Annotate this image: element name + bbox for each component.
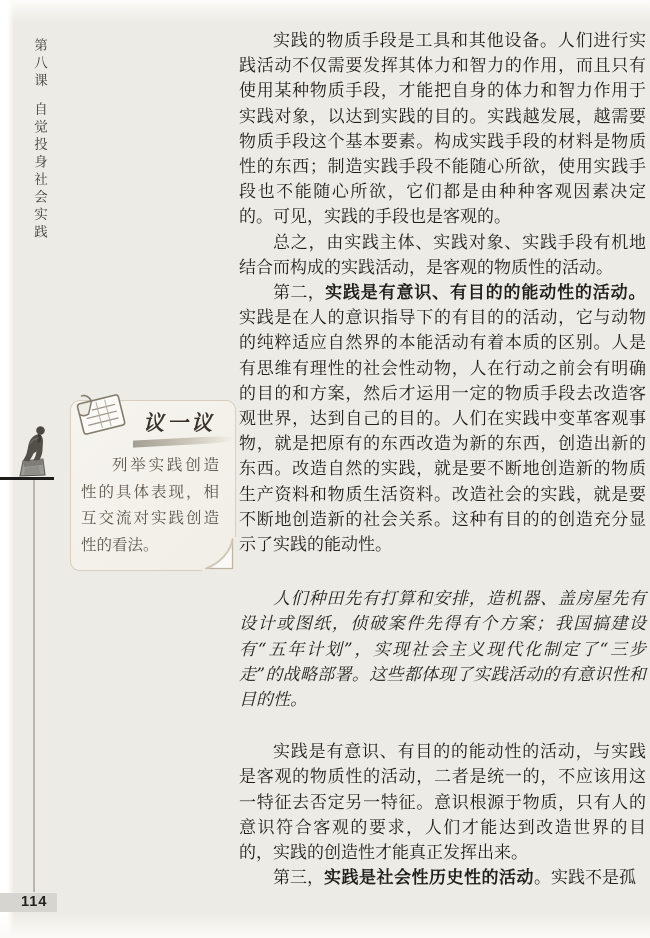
page-curl-icon xyxy=(202,537,236,571)
chapter-title: 自觉投身社会实践 xyxy=(32,102,47,242)
paragraph xyxy=(239,739,646,865)
bold-run: 实践是社会性历史性的活动 xyxy=(324,868,534,888)
text-run: 人们种田先有打算和安排，造机器、盖房屋先有设计或图纸，侦破案件先得有个方案；我国搞建设有“五年计划”，实现社会主义现代化制定了“三步走”的战略部署。这些都体现了实践活动的有意识性和目的性。 xyxy=(239,589,646,711)
text-run: 第三， xyxy=(273,868,324,888)
discussion-title: 议一议 xyxy=(143,411,215,435)
text-run: 总之，由实践主体、实践对象、实践手段有机地结合而构成的实践活动，是客观的物质性的活动。 xyxy=(239,232,646,277)
paragraph xyxy=(239,280,646,557)
vertical-rule xyxy=(33,480,35,892)
bold-run: 实践是有意识、有目的的能动性的活动。 xyxy=(325,283,647,303)
title-underline-swoosh xyxy=(133,435,235,447)
text-run: 实践是在人的意识指导下的有目的的活动，它与动物的纯粹适应自然界的本能活动有着本质的区别。人是有思维有理性的社会性动物，人在行动之前会有明确的目的和方案，然后才运用一定的物质手段去改造客观世界，达到自己的目的。人们在实践中变革客观事物，就是把原有的东西改造为新的东西，创造出新的东西。改造自然的实践，就是要不断地创造新的物质生产资料和物质生活资料。改造社会的实践，就是要不断地创造新的社会关系。这种有目的的创造充分显示了实践的能动性。 xyxy=(239,308,646,555)
chapter-number: 第八课 xyxy=(32,38,47,91)
divider-rule xyxy=(0,477,54,480)
text-run: 。实践不是孤 xyxy=(534,868,636,888)
paragraph xyxy=(239,587,646,713)
text-run: 实践的物质手段是工具和其他设备。人们进行实践活动不仅需要发挥其体力和智力的作用，而且只有使用某种物质手段，才能把自身的体力和智力作用于实践对象，以达到实践的目的。实践越发展，越需要物质手段这个基本要素。构成实践手段的材料是物质性的东西；制造实践手段不能随心所欲，使用实践手段也不能随心所欲，它们都是由种种客观因素决定的。可见，实践的手段也是客观的。 xyxy=(239,31,646,227)
paragraph xyxy=(239,28,646,230)
text-run: 实践是有意识、有目的的能动性的活动，与实践是客观的物质性的活动，二者是统一的，不应该用这一特征去否定另一特征。意识根源于物质，只有人的意识符合客观的要求，人们才能达到改造世界的目的，实践的创造性才能真正发挥出来。 xyxy=(239,742,646,863)
page-number: 114 xyxy=(0,893,57,912)
discussion-box xyxy=(70,400,236,571)
text-run: 第二， xyxy=(273,283,326,303)
paragraph xyxy=(239,230,646,280)
thinker-statue-icon xyxy=(15,422,52,478)
notepad-icon xyxy=(69,383,133,445)
discussion-body: 列举实践创造性的具体表现，相互交流对实践创造性的看法。 xyxy=(81,457,219,554)
scan-edge-left xyxy=(0,0,14,938)
scan-edge-top xyxy=(0,0,650,22)
scan-edge-bottom xyxy=(0,912,650,938)
body-text xyxy=(239,28,646,891)
paragraph xyxy=(239,865,646,890)
